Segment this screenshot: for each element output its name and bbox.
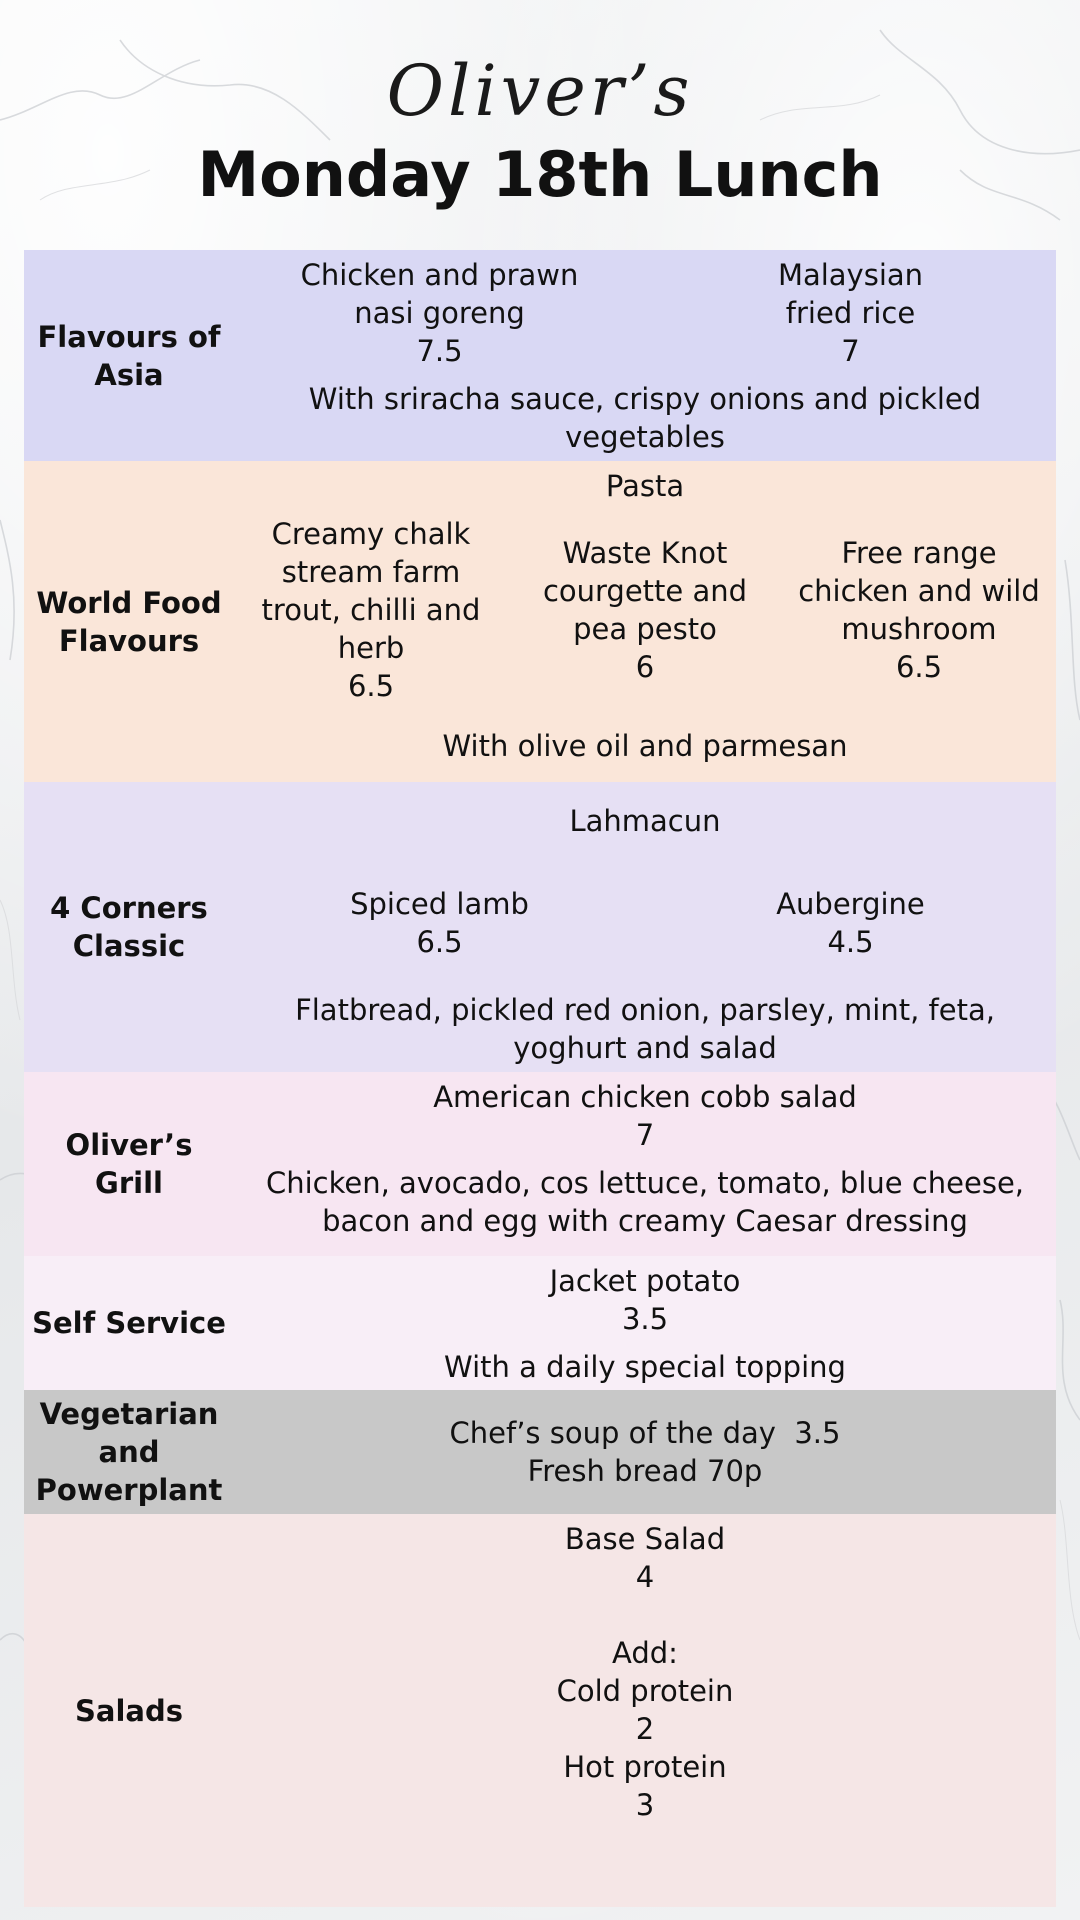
menu-item bbox=[782, 515, 1056, 715]
items-row bbox=[234, 515, 1056, 715]
item-name: Cold protein bbox=[556, 1674, 734, 1708]
item-price: 6.5 bbox=[416, 925, 463, 959]
item-description: With olive oil and parmesan bbox=[442, 729, 848, 763]
section-label: Vegetarian and Powerplant bbox=[35, 1397, 223, 1507]
item-price: 7.5 bbox=[416, 334, 463, 368]
section-olivers-grill bbox=[24, 1072, 1056, 1256]
section-label: Oliver’s Grill bbox=[65, 1128, 193, 1200]
items-row bbox=[234, 885, 1056, 961]
section-world-food-flavours bbox=[24, 461, 1056, 782]
section-body bbox=[234, 1390, 1056, 1514]
item-price: 4.5 bbox=[827, 925, 874, 959]
item-description: With a daily special topping bbox=[444, 1350, 846, 1384]
section-label: Salads bbox=[75, 1693, 183, 1728]
item-line: Chef’s soup of the day 3.5 bbox=[449, 1416, 841, 1450]
menu-item bbox=[645, 885, 1056, 961]
item-name: American chicken cobb salad bbox=[433, 1080, 857, 1114]
section-4-corners-classic bbox=[24, 782, 1056, 1072]
item-description: With sriracha sauce, crispy onions and pickled vegetables bbox=[308, 382, 982, 454]
item-name: Spiced lamb bbox=[350, 887, 529, 921]
section-body bbox=[234, 1256, 1056, 1390]
spacer bbox=[234, 1596, 1056, 1634]
section-label: Flavours of Asia bbox=[37, 319, 221, 392]
section-self-service bbox=[24, 1256, 1056, 1390]
item-name: Free range chicken and wild mushroom bbox=[798, 536, 1040, 646]
section-body bbox=[234, 782, 1056, 1072]
menu-item bbox=[234, 515, 508, 715]
item-name: Jacket potato bbox=[549, 1264, 741, 1298]
item-line: Fresh bread 70p bbox=[527, 1454, 763, 1488]
menu-item bbox=[508, 515, 782, 715]
item-price: 4 bbox=[635, 1560, 655, 1594]
item-price: 6.5 bbox=[895, 650, 943, 684]
item-name: Waste Knot courgette and pea pesto bbox=[542, 536, 748, 646]
item-price: 3.5 bbox=[621, 1302, 669, 1336]
section-salads bbox=[24, 1514, 1056, 1907]
restaurant-logo-text: Oliver’s bbox=[386, 50, 694, 132]
section-body bbox=[234, 1072, 1056, 1256]
items-row bbox=[234, 256, 1056, 370]
menu-item bbox=[234, 885, 645, 961]
item-price: 7 bbox=[841, 334, 860, 368]
menu-item bbox=[234, 256, 645, 370]
item-name: Base Salad bbox=[564, 1522, 726, 1556]
section-label: World Food Flavours bbox=[36, 585, 222, 658]
menu-item bbox=[645, 256, 1056, 370]
section-body bbox=[234, 461, 1056, 782]
section-vegetarian-powerplant bbox=[24, 1390, 1056, 1514]
section-body bbox=[234, 1514, 1056, 1907]
item-name: Chicken and prawn nasi goreng bbox=[300, 258, 579, 330]
item-name: Aubergine bbox=[776, 887, 925, 921]
item-price: 7 bbox=[635, 1118, 655, 1152]
section-subtitle: Lahmacun bbox=[569, 804, 721, 838]
item-price: 6.5 bbox=[347, 669, 395, 703]
item-description: Flatbread, pickled red onion, parsley, mint, feta, yoghurt and salad bbox=[295, 993, 995, 1065]
section-flavours-of-asia bbox=[24, 250, 1056, 461]
section-label: 4 Corners Classic bbox=[50, 891, 208, 963]
section-subtitle: Pasta bbox=[605, 469, 685, 503]
section-body bbox=[234, 250, 1056, 461]
item-name: Malaysian fried rice bbox=[777, 258, 924, 330]
item-price: 3 bbox=[635, 1788, 655, 1822]
add-label: Add: bbox=[612, 1636, 678, 1670]
item-name: Hot protein bbox=[563, 1750, 727, 1784]
menu-heading: Monday 18th Lunch bbox=[197, 138, 883, 211]
item-price: 6 bbox=[635, 650, 655, 684]
section-label: Self Service bbox=[32, 1306, 226, 1340]
item-description: Chicken, avocado, cos lettuce, tomato, blue cheese, bacon and egg with creamy Caesar dressing bbox=[265, 1166, 1025, 1238]
menu-table bbox=[24, 250, 1056, 1907]
item-name: Creamy chalk stream farm trout, chilli and herb bbox=[261, 517, 481, 665]
item-price: 2 bbox=[635, 1712, 655, 1746]
